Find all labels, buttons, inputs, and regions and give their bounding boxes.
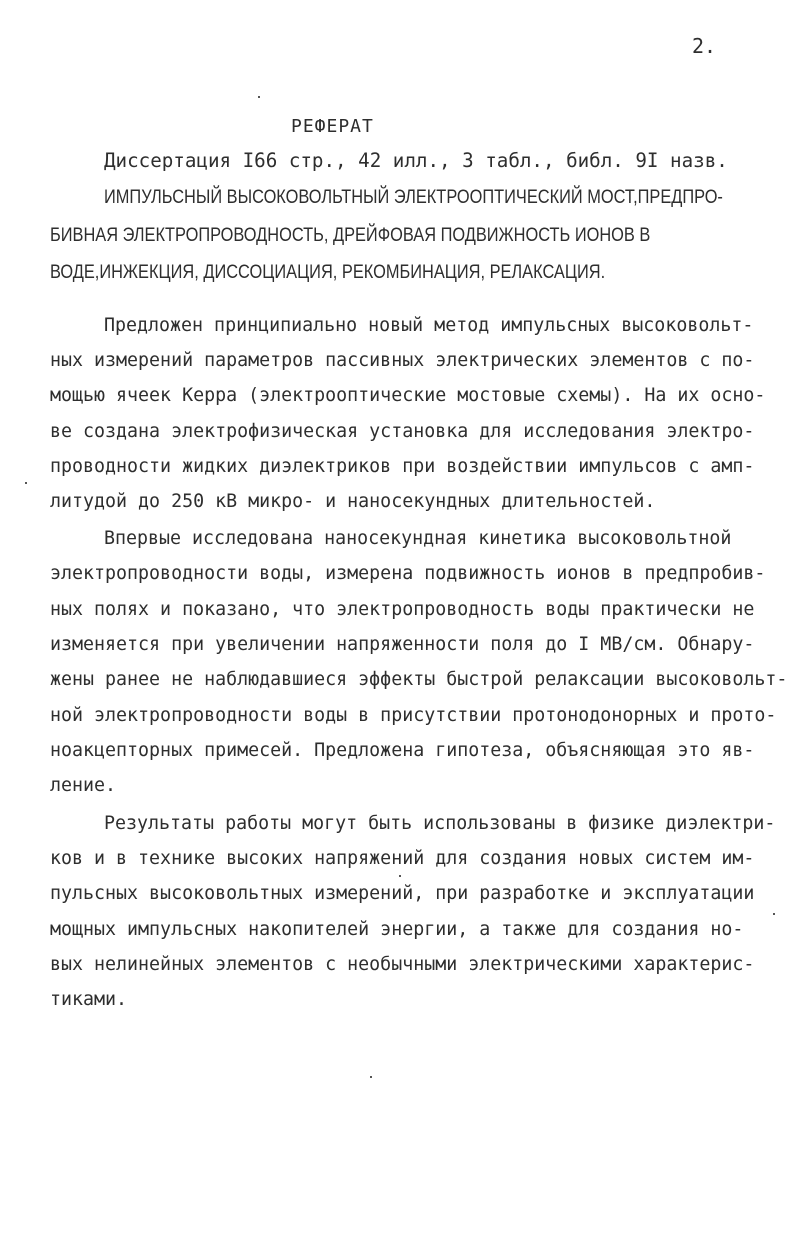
scan-speck: [370, 1076, 372, 1078]
dissertation-meta: Диссертация I66 стр., 42 илл., 3 табл., библ. 9I назв.: [104, 149, 728, 172]
keywords-line: БИВНАЯ ЭЛЕКТРОПРОВОДНОСТЬ, ДРЕЙФОВАЯ ПОДВИЖНОСТЬ ИОНОВ В: [50, 224, 651, 246]
text-line: ноакцепторных примесей. Предложена гипотеза, объясняющая это яв-: [50, 740, 755, 761]
text-line: пульсных высоковольтных измерений, при разработке и эксплуатации: [50, 883, 755, 904]
abstract-title: РЕФЕРАТ: [291, 116, 374, 137]
text-line: вых нелинейных элементов с необычными электрическими характерис-: [50, 954, 755, 975]
text-line: жены ранее не наблюдавшиеся эффекты быстрой релаксации высоковольт-: [50, 669, 788, 690]
text-line: ков и в технике высоких напряжений для создания новых систем им-: [50, 848, 755, 869]
text-line: Впервые исследована наносекундная кинетика высоковольтной: [104, 528, 732, 549]
text-line: проводности жидких диэлектриков при воздействии импульсов с амп-: [50, 456, 755, 477]
page-number: 2.: [692, 34, 717, 58]
text-line: тиками.: [50, 989, 128, 1010]
scan-speck: [25, 482, 27, 484]
text-line: Предложен принципиально новый метод импульсных высоковольт-: [104, 315, 754, 336]
text-line: ление.: [50, 775, 117, 796]
text-line: ве создана электрофизическая установка для исследования электро-: [50, 421, 755, 442]
text-line: мощных импульсных накопителей энергии, а также для создания но-: [50, 919, 744, 940]
text-line: литудой до 250 кВ микро- и наносекундных длительностей.: [50, 491, 656, 512]
text-line: ных полях и показано, что электропроводность воды практически не: [50, 599, 755, 620]
text-line: изменяется при увеличении напряженности поля до I МВ/см. Обнару-: [50, 634, 755, 655]
scan-speck: [258, 96, 260, 98]
scan-speck: [773, 913, 775, 915]
keywords-line: ИМПУЛЬСНЫЙ ВЫСОКОВОЛЬТНЫЙ ЭЛЕКТРООПТИЧЕСКИЙ МОСТ,ПРЕДПРО-: [104, 186, 723, 208]
text-line: ной электропроводности воды в присутствии протонодонорных и прото-: [50, 705, 777, 726]
text-line: мощью ячеек Керра (электрооптические мостовые схемы). На их осно-: [50, 385, 766, 406]
text-line: Результаты работы могут быть использованы в физике диэлектри-: [104, 813, 776, 834]
text-line: электропроводности воды, измерена подвижность ионов в предпробив-: [50, 563, 766, 584]
scan-speck: [399, 875, 401, 877]
keywords-line: ВОДЕ,ИНЖЕКЦИЯ, ДИССОЦИАЦИЯ, РЕКОМБИНАЦИЯ, РЕЛАКСАЦИЯ.: [50, 261, 606, 283]
text-line: ных измерений параметров пассивных электрических элементов с по-: [50, 350, 755, 371]
